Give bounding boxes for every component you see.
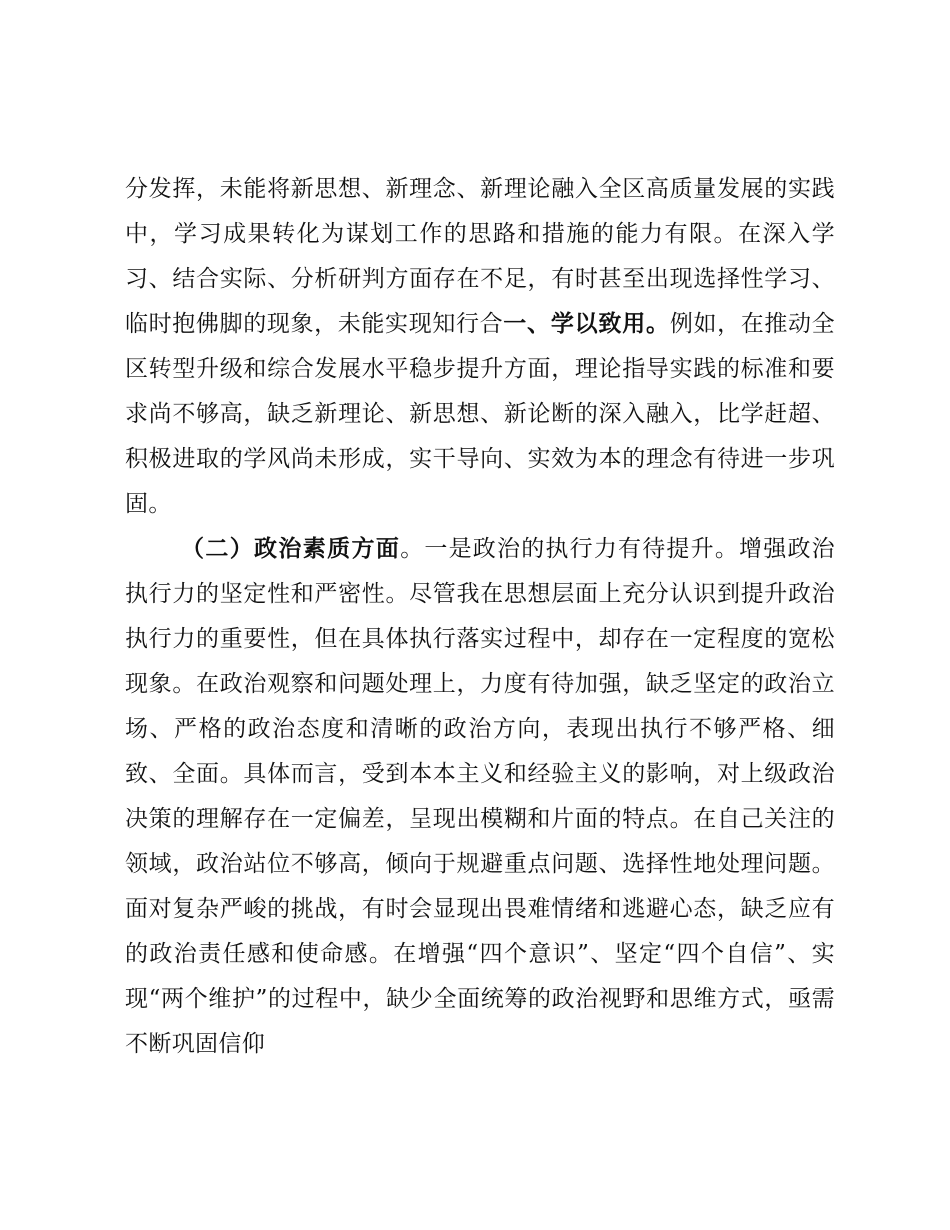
paragraph-1-text-b: 例如，在推动全区转型升级和综合发展水平稳步提升方面，理论指导实践的标准和要求尚不够高，缺乏新理论、新思想、新论断的深入融入，比学赶超、积极进取的学风尚未形成，实干导向、实效为本的理念有待进一步巩固。 xyxy=(125,311,836,517)
paragraph-study-application xyxy=(125,167,835,527)
section-heading-political-quality: （二）政治素质方面 xyxy=(181,536,401,562)
paragraph-2-text: 。一是政治的执行力有待提升。增强政治执行力的坚定性和严密性。尽管我在思想层面上充分认识到提升政治执行力的重要性，但在具体执行落实过程中，却存在一定程度的宽松现象。在政治观察和问题处理上，力度有待加强，缺乏坚定的政治立场、严格的政治态度和清晰的政治方向，表现出执行不够严格、细致、全面。具体而言，受到本本主义和经验主义的影响，对上级政治决策的理解存在一定偏差，呈现出模糊和片面的特点。在自己关注的领域，政治站位不够高，倾向于规避重点问题、选择性地处理问题。面对复杂严峻的挑战，有时会显现出畏难情绪和逃避心态，缺乏应有的政治责任感和使命感。在增强“四个意识”、坚定“四个自信”、实现“两个维护”的过程中，缺少全面统筹的政治视野和思维方式，亟需不断巩固信仰 xyxy=(125,536,835,1057)
paragraph-1-text-a: 分发挥，未能将新思想、新理念、新理论融入全区高质量发展的实践中，学习成果转化为谋划工作的思路和措施的能力有限。在深入学习、结合实际、分析研判方面存在不足，有时甚至出现选择性学习、临时抱佛脚的现象，未能实现知行合 xyxy=(125,176,835,337)
paragraph-1-bold-phrase: 一、学以致用。 xyxy=(503,311,670,337)
document-body xyxy=(125,167,835,1067)
paragraph-political-quality xyxy=(125,527,835,1067)
